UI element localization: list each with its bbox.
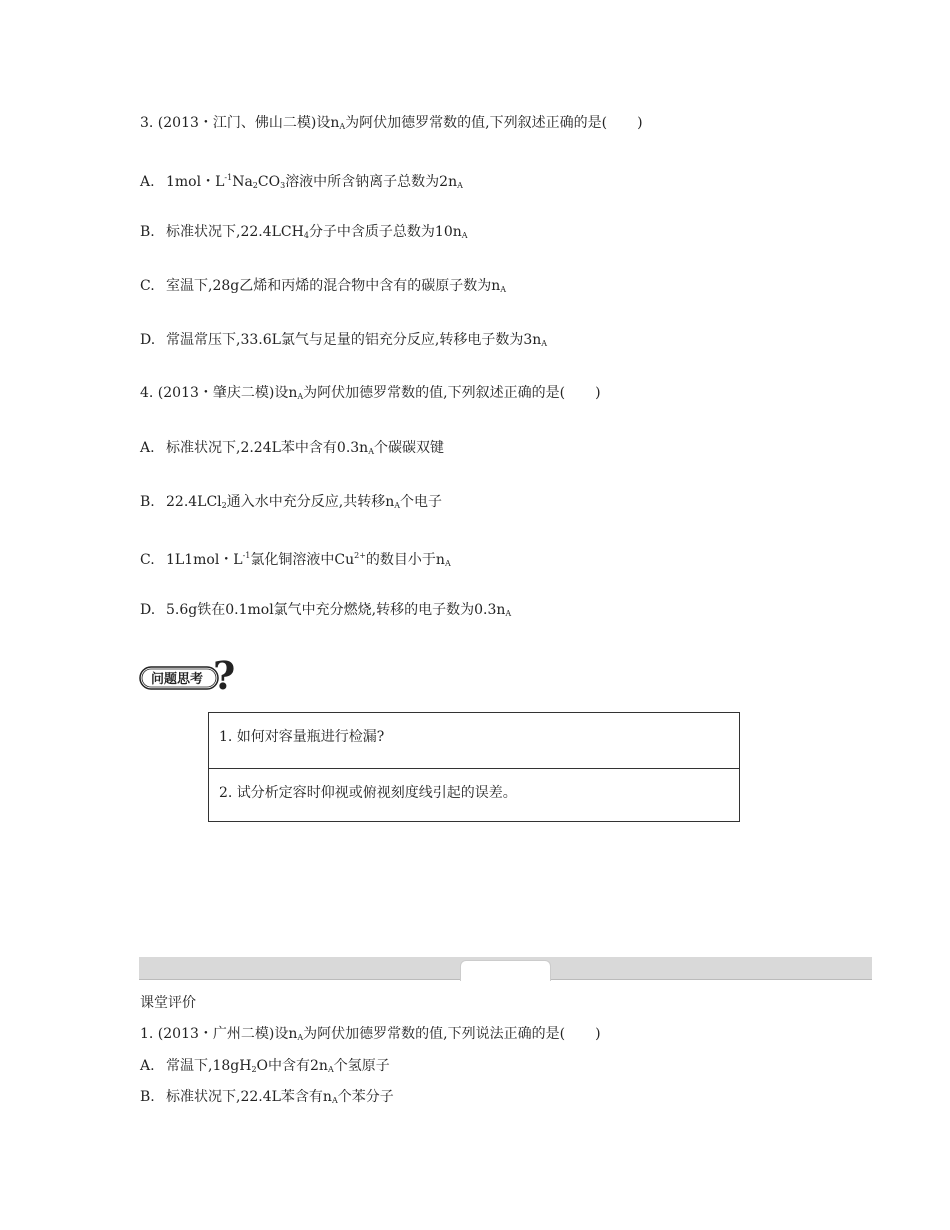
thinking-question-1: 1. 如何对容量瓶进行检漏?	[219, 729, 385, 745]
q3-option-b: B. 标准状况下$,22.4LCH_4$分子中含质子总数为$10n_A$	[140, 224, 468, 240]
thinking-questions-box	[208, 712, 740, 822]
q3-option-d: D. 常温常压下,33.6L氯气与足量的铝充分反应,转移电子数为$3n_A$	[140, 332, 548, 348]
thinking-badge	[139, 655, 239, 695]
q4-option-a: A. 标准状况下,2.24L苯中含有$0.3n_A$个碳碳双键	[140, 440, 444, 456]
eval-option-b: B. 标准状况下,22.4L苯含有$n_A$个苯分子	[140, 1089, 394, 1105]
q3-option-a: A. 1mol・$L^{-1}Na_2CO_3$溶液中所含钠离子总数为$2n_A$	[140, 173, 463, 190]
q4-option-c: C. 1L1mol・$L^{-1}$氯化铜溶液中$Cu^{2+}$的数目小于$n_A$	[140, 551, 451, 568]
badge-text: 问题思考	[151, 672, 204, 687]
q4-option-d: D. 5.6g铁在0.1mol氯气中充分燃烧,转移的电子数为$0.3n_A$	[140, 602, 512, 618]
section-divider	[139, 957, 872, 980]
thinking-question-2: 2. 试分析定容时仰视或俯视刻度线引起的误差。	[209, 768, 739, 823]
q3-option-c: C. 室温下,28g乙烯和丙烯的混合物中含有的碳原子数为$n_A$	[140, 278, 507, 294]
eval-option-a: A. 常温下$,18gH_2O$中含有$2n_A$个氢原子	[140, 1058, 390, 1074]
q3-stem: 3. (2013・江门、佛山二模)设$n_A$为阿伏加德罗常数的值,下列叙述正确的是( )	[140, 115, 643, 131]
eval-q1-stem: 1. (2013・广州二模)设$n_A$为阿伏加德罗常数的值,下列说法正确的是( )	[140, 1026, 601, 1042]
q4-stem: 4. (2013・肇庆二模)设$n_A$为阿伏加德罗常数的值,下列叙述正确的是( )	[140, 385, 601, 401]
question-mark-icon: ?	[213, 655, 236, 695]
eval-title: 课堂评价	[140, 995, 196, 1011]
q4-option-b: B. 22.4LCl$_2$通入水中充分反应,共转移$n_A$个电子	[140, 494, 443, 510]
divider-tab	[460, 960, 551, 981]
